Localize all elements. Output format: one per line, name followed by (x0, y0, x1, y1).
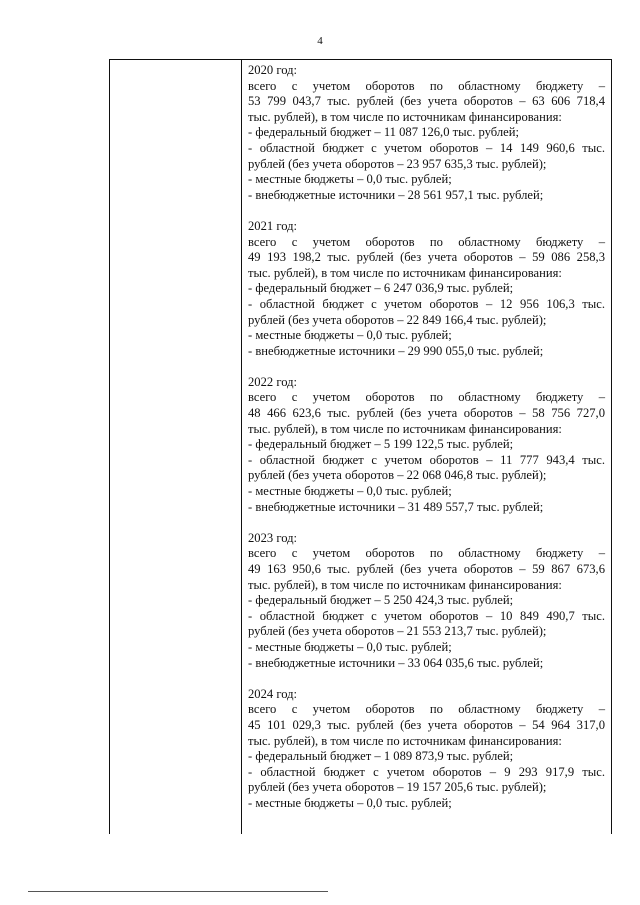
funding-line: всего с учетом оборотов по областному бюджету – (248, 78, 605, 93)
table-right-column (242, 60, 611, 812)
year-block (248, 375, 605, 515)
funding-line: 49 193 198,2 тыс. рублей (без учета оборотов – 59 086 258,3 (248, 250, 605, 265)
funding-line: всего с учетом оборотов по областному бюджету – (248, 546, 605, 561)
footer-divider (28, 891, 328, 892)
funding-line: рублей (без учета оборотов – 21 553 213,7 тыс. рублей); (248, 624, 547, 639)
funding-line: - местные бюджеты – 0,0 тыс. рублей; (248, 484, 452, 499)
table-left-column (110, 60, 242, 834)
year-heading: 2020 год: (248, 63, 298, 77)
funding-line: тыс. рублей), в том числе по источникам финансирования: (248, 421, 562, 436)
year-heading: 2021 год: (248, 218, 298, 233)
funding-line: - федеральный бюджет – 5 199 122,5 тыс. рублей; (248, 437, 514, 452)
funding-line: - областной бюджет с учетом оборотов – 10 849 490,7 тыс. (248, 608, 605, 623)
funding-line: рублей (без учета оборотов – 19 157 205,6 тыс. рублей); (248, 780, 547, 795)
funding-line: - местные бюджеты – 0,0 тыс. рублей; (248, 795, 452, 810)
funding-line: 48 466 623,6 тыс. рублей (без учета оборотов – 58 756 727,0 (248, 406, 605, 421)
year-heading: 2022 год: (248, 374, 298, 389)
funding-line: рублей (без учета оборотов – 22 849 166,4 тыс. рублей); (248, 312, 547, 327)
funding-line: - областной бюджет с учетом оборотов – 14 149 960,6 тыс. (248, 140, 605, 155)
funding-line: рублей (без учета оборотов – 23 957 635,3 тыс. рублей); (248, 156, 547, 171)
funding-line: рублей (без учета оборотов – 22 068 046,8 тыс. рублей); (248, 468, 547, 483)
funding-line: - федеральный бюджет – 1 089 873,9 тыс. рублей; (248, 749, 514, 764)
funding-line: - федеральный бюджет – 5 250 424,3 тыс. рублей; (248, 593, 514, 608)
funding-line: всего с учетом оборотов по областному бюджету – (248, 702, 605, 717)
year-block (248, 531, 605, 671)
funding-line: тыс. рублей), в том числе по источникам финансирования: (248, 109, 562, 124)
funding-line: - областной бюджет с учетом оборотов – 12 956 106,3 тыс. (248, 296, 605, 311)
funding-line: - областной бюджет с учетом оборотов – 9 293 917,9 тыс. (248, 764, 605, 779)
funding-line: 49 163 950,6 тыс. рублей (без учета оборотов – 59 867 673,6 (248, 562, 605, 576)
year-heading: 2024 год: (248, 686, 298, 701)
year-block (248, 219, 605, 359)
funding-line: - местные бюджеты – 0,0 тыс. рублей; (248, 172, 452, 187)
funding-line: - внебюджетные источники – 31 489 557,7 тыс. рублей; (248, 499, 544, 514)
page-number: 4 (317, 35, 323, 47)
funding-line: - внебюджетные источники – 33 064 035,6 тыс. рублей; (248, 655, 544, 670)
funding-line: всего с учетом оборотов по областному бюджету – (248, 390, 605, 405)
funding-line: всего с учетом оборотов по областному бюджету – (248, 234, 605, 249)
funding-line: - областной бюджет с учетом оборотов – 11 777 943,4 тыс. (248, 452, 605, 467)
funding-line: 45 101 029,3 тыс. рублей (без учета оборотов – 54 964 317,0 (248, 717, 605, 732)
year-block (248, 687, 605, 812)
funding-line: 53 799 043,7 тыс. рублей (без учета оборотов – 63 606 718,4 (248, 94, 605, 109)
funding-table (109, 59, 612, 834)
funding-line: тыс. рублей), в том числе по источникам финансирования: (248, 733, 562, 748)
funding-line: - внебюджетные источники – 29 990 055,0 тыс. рублей; (248, 343, 544, 358)
funding-line: тыс. рублей), в том числе по источникам финансирования: (248, 577, 562, 592)
funding-line: - местные бюджеты – 0,0 тыс. рублей; (248, 328, 452, 343)
funding-line: - федеральный бюджет – 11 087 126,0 тыс. рублей; (248, 125, 519, 140)
funding-line: - федеральный бюджет – 6 247 036,9 тыс. рублей; (248, 281, 514, 296)
funding-line: - внебюджетные источники – 28 561 957,1 тыс. рублей; (248, 187, 544, 202)
year-block (248, 63, 605, 203)
funding-line: тыс. рублей), в том числе по источникам финансирования: (248, 265, 562, 280)
funding-line: - местные бюджеты – 0,0 тыс. рублей; (248, 639, 452, 654)
year-heading: 2023 год: (248, 530, 298, 545)
